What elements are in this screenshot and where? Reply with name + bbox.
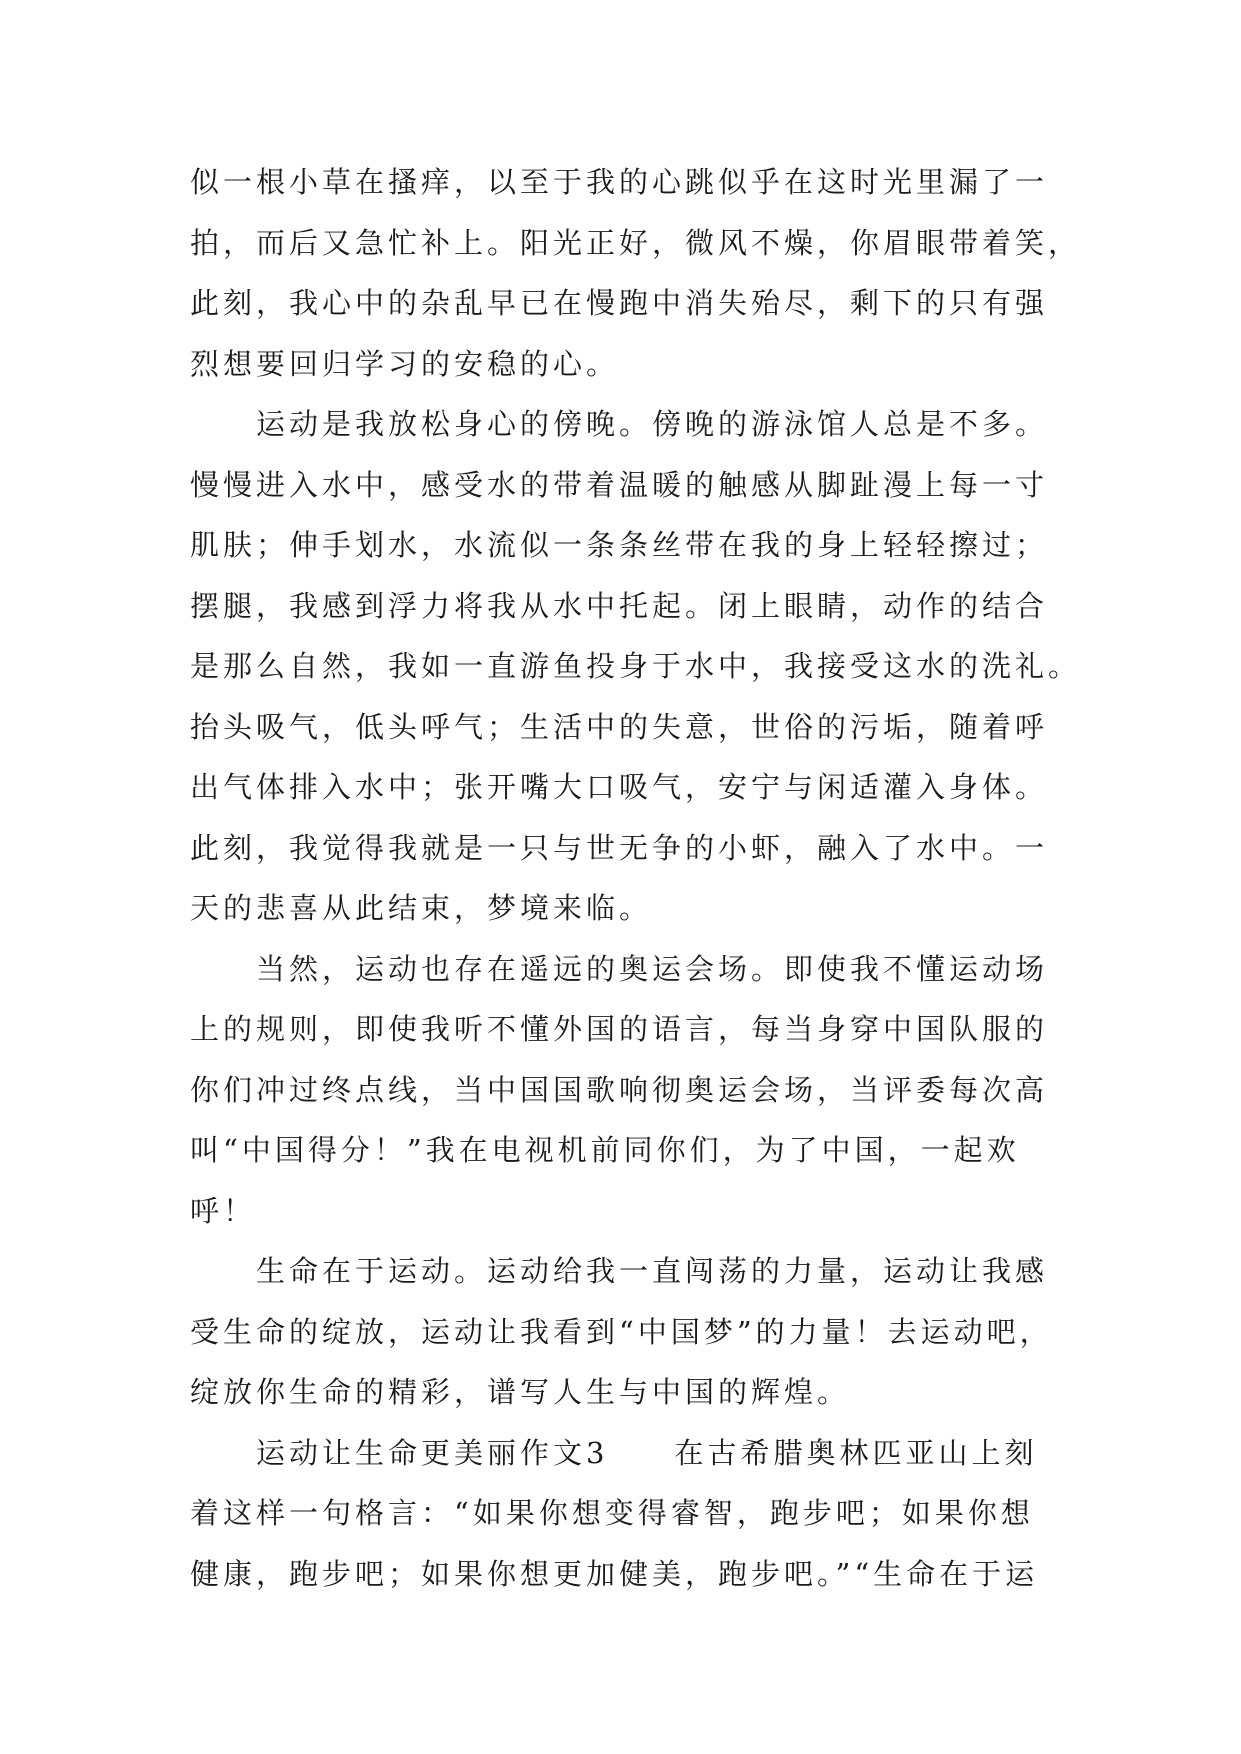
text-line: 拍，而后又急忙补上。阳光正好，微风不燥，你眉眼带着笑， bbox=[190, 225, 1082, 260]
text-line: 似一根小草在搔痒，以至于我的心跳似乎在这时光里漏了一 bbox=[190, 165, 1049, 199]
text-line: 此刻，我觉得我就是一只与世无争的小虾，融入了水中。一 bbox=[190, 830, 1049, 865]
text-line: 着这样一句格言：“如果你想变得睿智，跑步吧；如果你想 bbox=[190, 1496, 1034, 1530]
text-line: 生命在于运动。运动给我一直闯荡的力量，运动让我感 bbox=[190, 1254, 1049, 1288]
text-line: 是那么自然，我如一直游鱼投身于水中，我接受这水的洗礼。 bbox=[190, 649, 1082, 683]
text-line: 烈想要回归学习的安稳的心。 bbox=[190, 346, 620, 381]
text-line: 当然，运动也存在遥远的奥运会场。即使我不懂运动场 bbox=[190, 951, 1049, 986]
text-line: 运动是我放松身心的傍晚。傍晚的游泳馆人总是不多。 bbox=[190, 407, 1049, 441]
text-line: 上的规则，即使我听不懂外国的语言，每当身穿中国队服的 bbox=[190, 1012, 1049, 1046]
text-line: 此刻，我心中的杂乱早已在慢跑中消失殆尽，剩下的只有强 bbox=[190, 286, 1049, 320]
text-line: 绽放你生命的精彩，谱写人生与中国的辉煌。 bbox=[190, 1375, 851, 1409]
text-line: 慢慢进入水中，感受水的带着温暖的触感从脚趾漫上每一寸 bbox=[190, 467, 1049, 502]
text-line: 摆腿，我感到浮力将我从水中托起。闭上眼睛，动作的结合 bbox=[190, 588, 1049, 623]
essay-body bbox=[190, 152, 1082, 1604]
text-line: 健康，跑步吧；如果你想更加健美，跑步吧。”“生命在于运 bbox=[190, 1556, 1039, 1591]
text-line: 受生命的绽放，运动让我看到“中国梦”的力量！去运动吧， bbox=[190, 1314, 1053, 1349]
text-line: 你们冲过终点线，当中国国歌响彻奥运会场，当评委每次高 bbox=[190, 1072, 1049, 1107]
text-line: 出气体排入水中；张开嘴大口吸气，安宁与闲适灌入身体。 bbox=[190, 770, 1049, 804]
text-line: 运动让生命更美丽作文3 在古希腊奥林匹亚山上刻 bbox=[190, 1435, 1038, 1470]
text-line: 天的悲喜从此结束，梦境来临。 bbox=[190, 891, 653, 925]
text-line: 肌肤；伸手划水，水流似一条条丝带在我的身上轻轻擦过； bbox=[190, 528, 1049, 562]
text-line: 抬头吸气，低头呼气；生活中的失意，世俗的污垢，随着呼 bbox=[190, 709, 1049, 744]
text-line: 呼！ bbox=[190, 1193, 257, 1228]
text-line: 叫“中国得分！”我在电视机前同你们，为了中国，一起欢 bbox=[190, 1133, 1020, 1167]
